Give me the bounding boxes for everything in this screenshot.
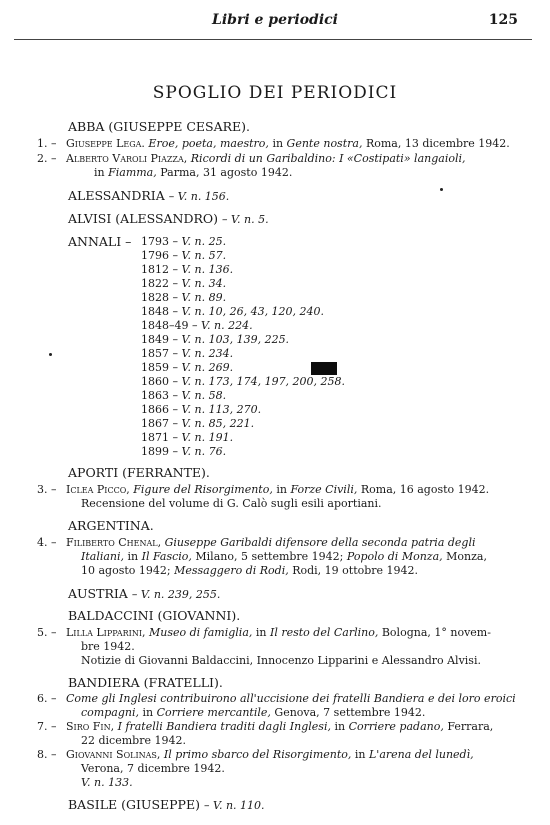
entry-4-cont2	[81, 564, 418, 577]
annali-row	[141, 319, 253, 332]
heading-alvisi	[68, 211, 269, 226]
entry-author: Lilla Lipparini,	[66, 626, 146, 639]
entry-in: in	[255, 626, 267, 639]
annali-ref: – V. n. 224.	[192, 319, 253, 332]
entry-place: Monza,	[446, 550, 487, 563]
entry-7	[66, 720, 493, 733]
annali-year: 1796	[141, 249, 169, 262]
entry-place-date: Parma, 31 agosto 1942.	[160, 166, 293, 179]
entry-5	[66, 626, 491, 639]
heading-argentina: ARGENTINA.	[68, 518, 154, 533]
entry-date: 10 agosto 1942;	[81, 564, 171, 577]
entry-journal: Corriere padano,	[348, 720, 444, 733]
entry-2-cont	[94, 166, 292, 179]
annali-row	[141, 305, 324, 318]
annali-year: 1866	[141, 403, 169, 416]
entry-4	[66, 536, 476, 549]
entry-title: Giuseppe Garibaldi difensore della seconda patria degli	[164, 536, 476, 549]
entry-journal: Il resto del Carlino,	[269, 626, 379, 639]
entry-number: 8. –	[37, 748, 57, 761]
annali-row	[141, 263, 233, 276]
annali-year: 1859	[141, 361, 169, 374]
annali-year: 1812	[141, 263, 169, 276]
entry-place-date: Rodi, 19 ottobre 1942.	[292, 564, 419, 577]
annali-row	[141, 277, 226, 290]
entry-title: Come gli Inglesi contribuirono all'uccisione dei fratelli Bandiera e dei loro eroici	[66, 692, 516, 705]
entry-in: in	[334, 720, 346, 733]
entry-title-cont: compagni,	[81, 706, 139, 719]
entry-author: Giovanni Solinas,	[66, 748, 161, 761]
entry-place-date: Roma, 13 dicembre 1942.	[365, 137, 510, 150]
annali-ref: – V. n. 113, 270.	[172, 403, 262, 416]
heading-alessandria	[68, 188, 229, 203]
cross-reference: – V. n. 5.	[222, 213, 269, 226]
entry-author: Filiberto Chenal,	[66, 536, 162, 549]
annali-year: 1822	[141, 277, 169, 290]
entry-in: in	[142, 706, 154, 719]
annali-ref: – V. n. 25.	[172, 235, 227, 248]
annali-ref: – V. n. 10, 26, 43, 120, 240.	[172, 305, 325, 318]
entry-4-cont	[81, 550, 487, 563]
heading-name: ALESSANDRIA	[68, 188, 165, 203]
annali-year: 1863	[141, 389, 169, 402]
annali-row	[141, 235, 226, 248]
entry-5-cont: bre 1942.	[81, 640, 135, 653]
heading-annali: ANNALI –	[68, 234, 132, 249]
entry-title: I fratelli Bandiera traditi dagli Inglesi,	[117, 720, 331, 733]
annali-row	[141, 431, 233, 444]
annali-ref: – V. n. 57.	[172, 249, 227, 262]
annali-year: 1848–49	[141, 319, 189, 332]
entry-8-cont: Verona, 7 dicembre 1942.	[81, 762, 225, 775]
entry-place-date: Genova, 7 settembre 1942.	[274, 706, 426, 719]
annali-ref: – V. n. 76.	[172, 445, 227, 458]
heading-baldaccini: BALDACCINI (GIOVANNI).	[68, 608, 241, 623]
entry-ref: V. n. 133.	[81, 776, 133, 789]
heading-name: BASILE (GIUSEPPE)	[68, 797, 200, 812]
annali-ref: – V. n. 136.	[172, 263, 234, 276]
running-title: Libri e periodici	[212, 12, 338, 28]
annali-row	[141, 417, 254, 430]
section-title: SPOGLIO DEI PERIODICI	[152, 83, 398, 103]
annali-ref: – V. n. 85, 221.	[172, 417, 255, 430]
annali-row	[141, 361, 233, 374]
heading-name: AUSTRIA	[68, 586, 128, 601]
entry-title-cont: Italiani,	[81, 550, 125, 563]
entry-author: Alberto Varoli Piazza,	[66, 152, 188, 165]
annali-row	[141, 291, 226, 304]
annali-row	[141, 375, 345, 388]
annali-year: 1848	[141, 305, 169, 318]
annali-ref: – V. n. 269.	[172, 361, 234, 374]
entry-in: in	[354, 748, 366, 761]
entry-number: 3. –	[37, 483, 57, 496]
annali-ref: – V. n. 191.	[172, 431, 234, 444]
heading-bandiera: BANDIERA (FRATELLI).	[68, 675, 223, 690]
entry-8	[66, 748, 474, 761]
entry-journal: Il Fascio,	[141, 550, 192, 563]
entry-title: Ricordi di un Garibaldino: I «Costipati» langaioli,	[190, 152, 466, 165]
entry-place-date: Bologna, 1° novem-	[381, 626, 491, 639]
entry-author: Iclea Picco,	[66, 483, 130, 496]
annali-row	[141, 403, 261, 416]
ink-blot	[311, 362, 337, 375]
annali-row	[141, 333, 289, 346]
annali-ref: – V. n. 58.	[172, 389, 227, 402]
entry-journal: Messaggero di Rodi,	[174, 564, 289, 577]
annali-year: 1871	[141, 431, 169, 444]
page-number: 125	[488, 12, 518, 28]
entry-note: Notizie di Giovanni Baldaccini, Innocenzo Lipparini e Alessandro Alvisi.	[81, 654, 481, 667]
entry-place-date: Roma, 16 agosto 1942.	[360, 483, 490, 496]
entry-2	[66, 152, 466, 165]
entry-title: Museo di famiglia,	[148, 626, 253, 639]
entry-1	[66, 137, 510, 150]
entry-journal: Fiamma,	[108, 166, 157, 179]
annali-ref: – V. n. 103, 139, 225.	[172, 333, 290, 346]
annali-row	[141, 445, 226, 458]
entry-number: 4. –	[37, 536, 57, 549]
entry-journal: Popolo di Monza,	[346, 550, 443, 563]
annali-ref: – V. n. 234.	[172, 347, 234, 360]
annali-row	[141, 389, 226, 402]
annali-year: 1899	[141, 445, 169, 458]
entry-journal: Corriere mercantile,	[156, 706, 271, 719]
entry-in: in	[272, 137, 284, 150]
annali-year: 1849	[141, 333, 169, 346]
entry-journal: Forze Civili,	[290, 483, 358, 496]
entry-number: 1. –	[37, 137, 57, 150]
entry-title: Il primo sbarco del Risorgimento,	[163, 748, 352, 761]
entry-journal: L'arena del lunedì,	[369, 748, 474, 761]
annali-ref: – V. n. 89.	[172, 291, 227, 304]
annali-ref: – V. n. 173, 174, 197, 200, 258.	[172, 375, 346, 388]
entry-number: 2. –	[37, 152, 57, 165]
entry-in: in	[276, 483, 287, 496]
cross-reference: – V. n. 239, 255.	[131, 588, 221, 601]
heading-name: ALVISI (ALESSANDRO)	[68, 211, 219, 226]
entry-place: Ferrara,	[447, 720, 494, 733]
annali-row	[141, 347, 233, 360]
entry-title: Eroe, poeta, maestro,	[148, 137, 269, 150]
entry-number: 7. –	[37, 720, 57, 733]
annali-ref: – V. n. 34.	[172, 277, 227, 290]
annali-year: 1857	[141, 347, 169, 360]
ink-speck	[49, 353, 52, 356]
entry-in: in	[94, 166, 105, 179]
entry-author: Siro Fin,	[66, 720, 115, 733]
entry-author: Giuseppe Lega.	[66, 137, 145, 150]
ink-speck	[440, 188, 443, 191]
entry-place-date: Milano, 5 settembre 1942;	[195, 550, 344, 563]
cross-reference: – V. n. 110.	[203, 799, 265, 812]
entry-journal: Gente nostra,	[286, 137, 363, 150]
cross-reference	[81, 776, 133, 789]
annali-row	[141, 249, 226, 262]
annali-year: 1867	[141, 417, 169, 430]
entry-note: Recensione del volume di G. Calò sugli esili aportiani.	[81, 497, 382, 510]
cross-reference: – V. n. 156.	[168, 190, 230, 203]
entry-6	[66, 692, 516, 705]
heading-abba: ABBA (GIUSEPPE CESARE).	[68, 119, 251, 134]
annali-year: 1860	[141, 375, 169, 388]
entry-number: 5. –	[37, 626, 57, 639]
header-rule	[14, 39, 532, 40]
entry-6-cont	[81, 706, 425, 719]
annali-year: 1828	[141, 291, 169, 304]
heading-basile	[68, 797, 265, 812]
entry-number: 6. –	[37, 692, 57, 705]
annali-year: 1793	[141, 235, 169, 248]
entry-in: in	[127, 550, 139, 563]
entry-title: Figure del Risorgimento,	[133, 483, 273, 496]
entry-7-cont: 22 dicembre 1942.	[81, 734, 186, 747]
entry-3	[66, 483, 489, 496]
heading-aporti: APORTI (FERRANTE).	[68, 465, 210, 480]
heading-austria	[68, 586, 220, 601]
